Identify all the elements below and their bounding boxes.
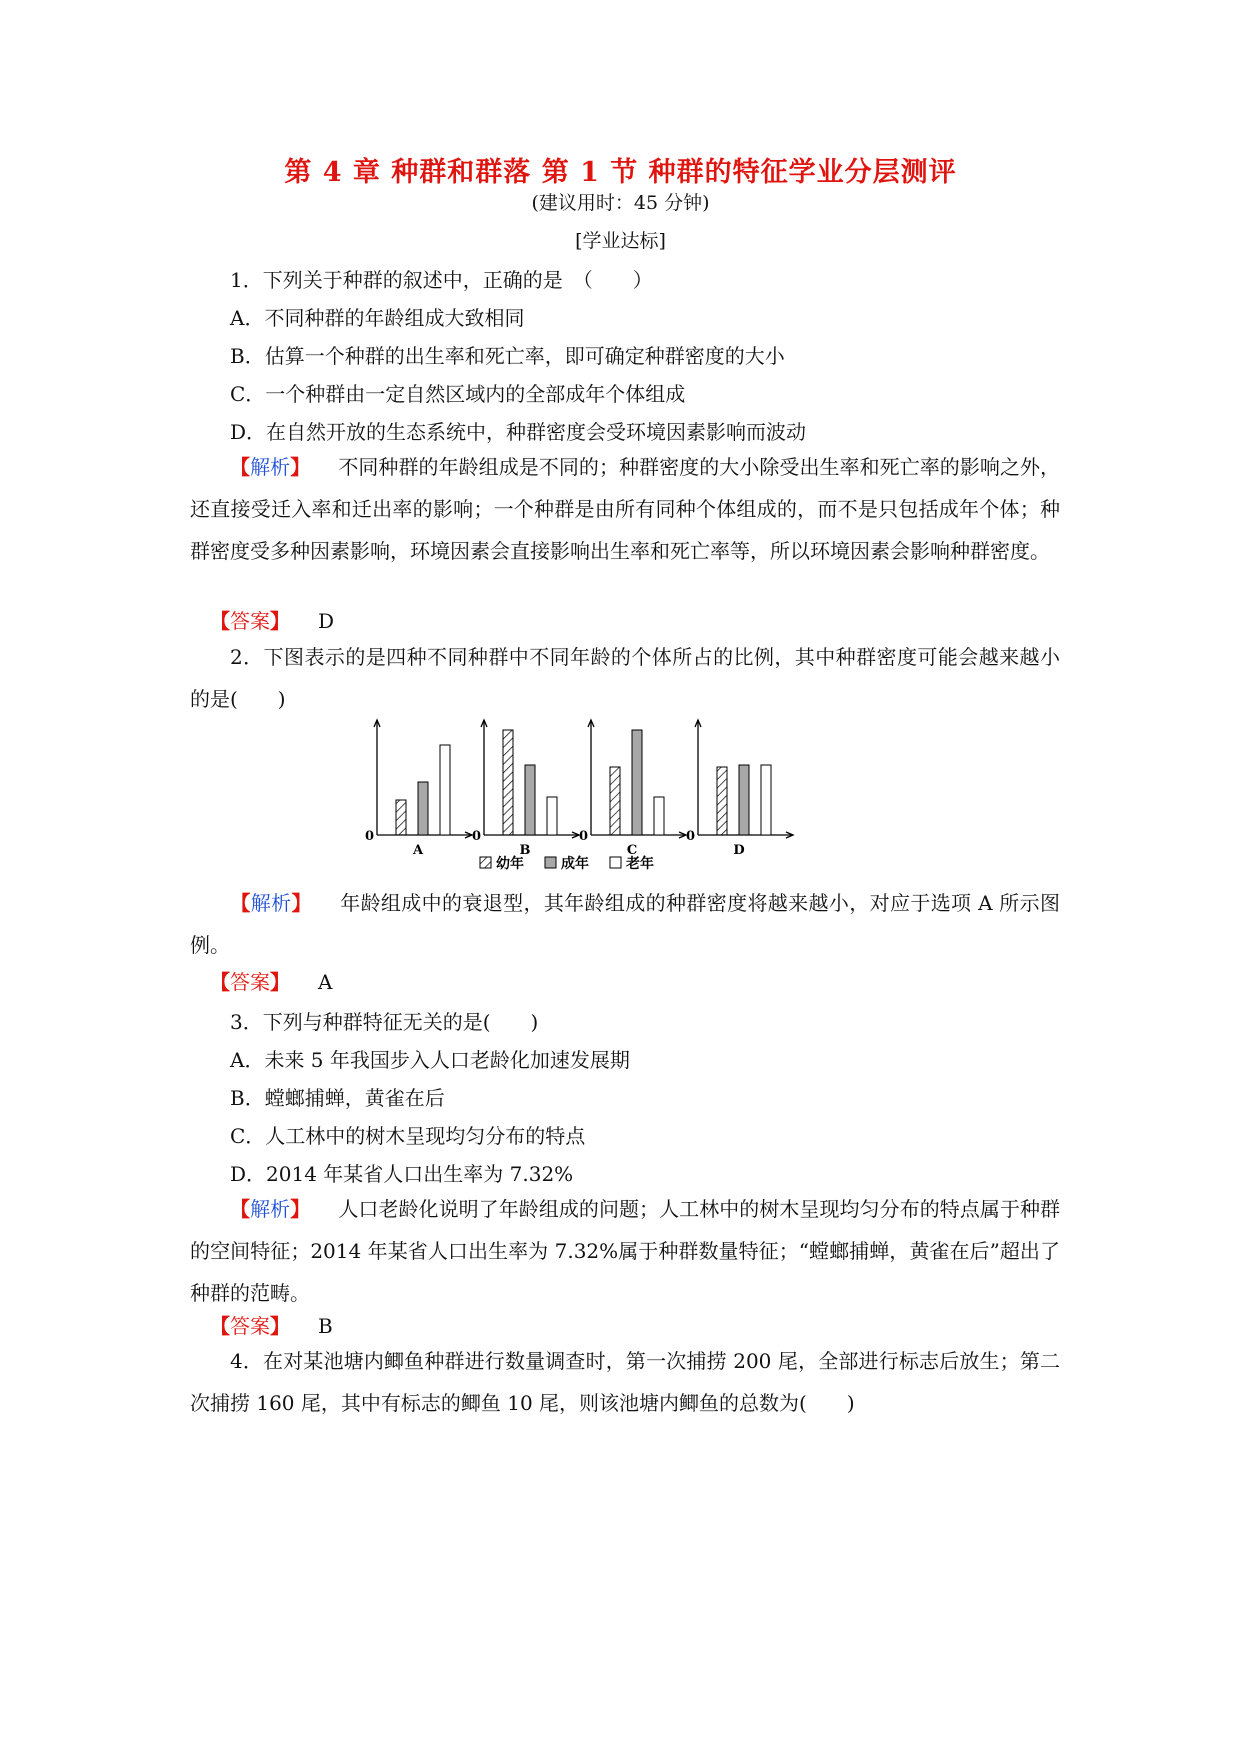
- q1-answer: [210, 605, 334, 634]
- time-note: (建议用时：45 分钟): [531, 192, 710, 214]
- bar-A-2: [418, 782, 428, 835]
- q1-answer-value: D: [318, 609, 335, 633]
- bar-C-2: [632, 730, 642, 835]
- origin-label: 0: [365, 829, 375, 844]
- bracket-close: 】: [290, 1197, 311, 1221]
- bar-C-3: [654, 797, 664, 835]
- bar-A-3: [440, 745, 450, 835]
- q3-option-c: C．人工林中的树木呈现均匀分布的特点: [230, 1124, 586, 1148]
- bracket-open: 【: [230, 455, 251, 479]
- bracket-open: 【: [210, 1314, 230, 1338]
- bar-D-1: [717, 767, 727, 835]
- bracket-close: 】: [270, 970, 290, 994]
- q2-answer: [210, 966, 332, 995]
- answer-label: 答案: [230, 970, 270, 994]
- q2-analysis-text: 年龄组成中的衰退型，其年龄组成的种群密度将越来越小，对应于选项 A 所示图例。: [190, 891, 1061, 957]
- legend-swatch-3: [610, 857, 621, 868]
- q2-stem-text: 2．下图表示的是四种不同种群中不同年龄的个体所占的比例，其中种群密度可能会越来越小的是( ): [190, 645, 1060, 711]
- bracket-close: 】: [291, 891, 312, 915]
- panel-label-D: D: [733, 843, 745, 858]
- legend-label-1: 幼年: [496, 856, 524, 872]
- age-structure-chart: [360, 712, 800, 880]
- q1-analysis-text: 不同种群的年龄组成是不同的；种群密度的大小除受出生率和死亡率的影响之外，还直接受迁入率和迁出率的影响；一个种群是由所有同种个体组成的，而不是只包括成年个体；种群密度受多种因素影响，环境因素会直接影响出生率和死亡率等，所以环境因素会影响种群密度。: [190, 455, 1061, 563]
- q2-answer-value: A: [318, 970, 333, 994]
- q1-option-b: B．估算一个种群的出生率和死亡率，即可确定种群密度的大小: [230, 344, 785, 368]
- q3-option-a: A．未来 5 年我国步入人口老龄化加速发展期: [230, 1048, 630, 1072]
- q3-stem: 3．下列与种群特征无关的是( ): [230, 1010, 539, 1034]
- origin-label: 0: [472, 829, 482, 844]
- q3-analysis-text: 人口老龄化说明了年龄组成的问题；人工林中的树木呈现均匀分布的特点属于种群的空间特征；2014 年某省人口出生率为 7.32%属于种群数量特征；“螳螂捕蝉，黄雀在后”超出了种群的范畴。: [190, 1197, 1061, 1305]
- bar-B-1: [503, 730, 513, 835]
- bracket-close: 】: [270, 609, 290, 633]
- answer-label: 答案: [230, 609, 270, 633]
- answer-label: 答案: [230, 1314, 270, 1338]
- q3-answer-value: B: [318, 1314, 333, 1338]
- legend-label-3: 老年: [626, 856, 654, 872]
- origin-label: 0: [579, 829, 589, 844]
- q2-stem: [190, 636, 1060, 720]
- bar-D-2: [739, 765, 749, 835]
- bracket-open: 【: [210, 970, 230, 994]
- page-title: 第 4 章 种群和群落 第 1 节 种群的特征学业分层测评: [284, 157, 957, 188]
- q1-option-d: D．在自然开放的生态系统中，种群密度会受环境因素影响而波动: [230, 420, 807, 444]
- panel-label-B: B: [519, 843, 531, 858]
- bar-D-3: [761, 765, 771, 835]
- q3-analysis: [190, 1188, 1060, 1314]
- bracket-close: 】: [270, 1314, 290, 1338]
- q1-stem: 1．下列关于种群的叙述中，正确的是 （ ）: [230, 268, 653, 292]
- q4-stem-text: 4．在对某池塘内鲫鱼种群进行数量调查时，第一次捕捞 200 尾，全部进行标志后放生；第二次捕捞 160 尾，其中有标志的鲫鱼 10 尾，则该池塘内鲫鱼的总数为( ): [190, 1349, 1060, 1415]
- legend-swatch-1: [480, 857, 491, 868]
- bracket-open: 【: [210, 609, 230, 633]
- bar-C-1: [610, 767, 620, 835]
- bracket-open: 【: [230, 891, 251, 915]
- bracket-close: 】: [290, 455, 311, 479]
- section-heading: [学业达标]: [575, 230, 666, 252]
- bracket-open: 【: [230, 1197, 251, 1221]
- q3-option-d: D．2014 年某省人口出生率为 7.32%: [230, 1162, 574, 1186]
- legend-label-2: 成年: [561, 856, 589, 872]
- bar-B-2: [525, 765, 535, 835]
- analysis-label: 解析: [250, 1197, 291, 1221]
- origin-label: 0: [686, 829, 696, 844]
- analysis-label: 解析: [250, 455, 291, 479]
- panel-label-C: C: [626, 843, 638, 858]
- panel-label-A: A: [412, 843, 424, 858]
- q4-stem: [190, 1340, 1060, 1424]
- q1-option-a: A．不同种群的年龄组成大致相同: [230, 306, 525, 330]
- bar-A-1: [396, 800, 406, 835]
- q3-answer: [210, 1310, 333, 1339]
- q1-option-c: C．一个种群由一定自然区域内的全部成年个体组成: [230, 382, 686, 406]
- q1-analysis: [190, 446, 1060, 572]
- legend-swatch-2: [545, 857, 556, 868]
- analysis-label: 解析: [250, 891, 292, 915]
- bar-B-3: [547, 797, 557, 835]
- q3-option-b: B．螳螂捕蝉，黄雀在后: [230, 1086, 445, 1110]
- q2-analysis: [190, 882, 1060, 966]
